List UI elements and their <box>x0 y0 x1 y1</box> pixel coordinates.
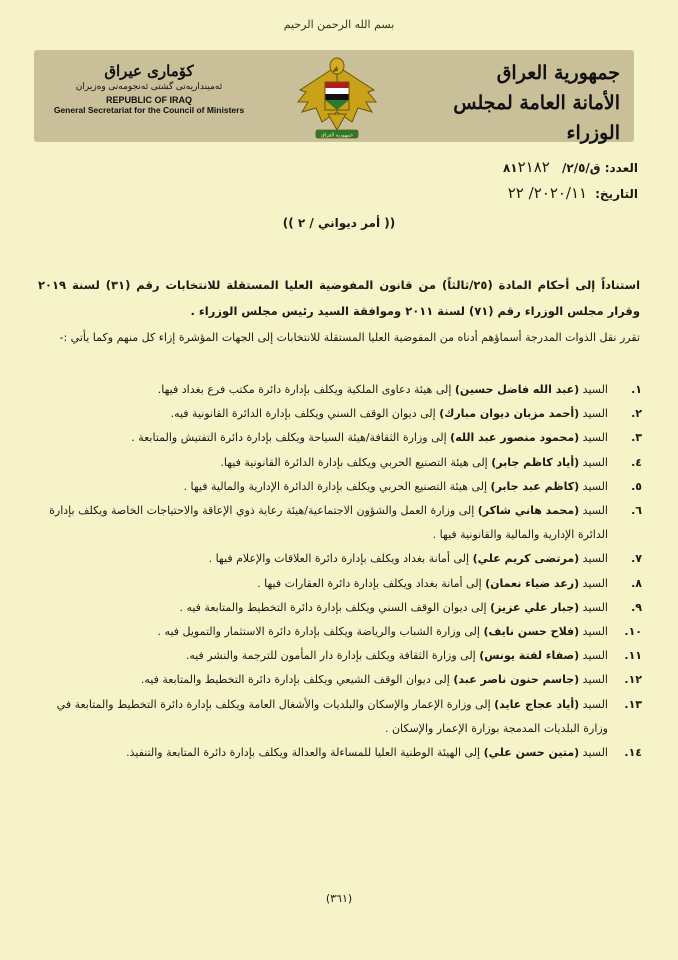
list-item-number: ٢. <box>631 407 642 421</box>
list-item-prefix: السيد <box>582 504 608 518</box>
emblem-scroll-text: جمهورية العراق <box>320 132 354 139</box>
list-item-name: (صفاء لفتة يونس) <box>479 649 580 663</box>
preamble-paragraph: استناداً إلى أحكام المادة (٢٥/ثالثاً) من قانون المفوضية العليا المستقلة للانتخابات رقم (٣١) لسنة ٢٠١٩ وقرار مجلس الوزراء رقم (٧١) لسنة ٢٠١١ وموافقة السيد رئيس مجلس الوزراء . <box>38 278 641 318</box>
iraq-eagle-emblem-icon <box>292 52 382 144</box>
list-item-rest: إلى هيئة التصنيع الحربي ويكلف بإدارة الدائرة الإدارية والمالية فيها . <box>183 479 491 493</box>
basmala: بسم الله الرحمن الرحيم <box>283 18 395 31</box>
letterhead-kurdish-line2: ئه‌مینداریه‌تی گشتی ئه‌نجومه‌نی وه‌زیران <box>75 81 223 91</box>
list-item-name: (رعد ضياء نعمان) <box>485 576 580 590</box>
list-item-name: (جاسم حنون ناصر عبد) <box>453 673 580 687</box>
document-number <box>503 158 638 176</box>
list-item-name: (محمود منصور عبد الله) <box>450 431 580 445</box>
document-date-label: التاريخ: <box>595 187 638 201</box>
list-item-number: ٥. <box>631 479 642 493</box>
list-item-number: ١٠. <box>624 625 642 639</box>
list-item-name: (أياد كاظم جابر) <box>491 455 580 469</box>
list-item <box>38 402 642 426</box>
document-number-handwritten: ٢١٨٢ <box>517 158 550 176</box>
list-item <box>38 668 642 692</box>
document-number-label: العدد: ق/٢/٥/ ٨١ <box>502 161 638 175</box>
list-item-name: (محمد هاني شاكر) <box>477 504 580 518</box>
list-item <box>38 741 642 765</box>
list-item-rest: إلى هيئة دعاوى الملكية ويكلف بإدارة دائرة مكتب فرع بغداد فيها. <box>157 383 455 396</box>
list-item-number: ١٢. <box>624 673 642 687</box>
list-item <box>38 451 642 475</box>
list-item-name: (متين حسن علي) <box>483 746 580 760</box>
list-item-text <box>38 475 608 499</box>
list-item-text <box>38 378 608 402</box>
letterhead-kurdish-line1: كۆماری عیراق <box>104 62 194 80</box>
list-item-text <box>38 620 608 644</box>
list-item-number: ٧. <box>631 552 642 566</box>
list-item-rest: إلى وزارة العمل والشؤون الاجتماعية/هيئة رعاية ذوي الإعاقة والاحتياجات الخاصة ويكلف بإدارة الدائرة الإدارية والمالية والقانونية فيها . <box>49 504 608 542</box>
list-item-number: ١٤. <box>624 746 642 760</box>
list-item-number: ٩. <box>631 600 642 614</box>
list-item-rest: إلى وزارة الثقافة/هيئة السياحة ويكلف بإدارة دائرة التفتيش والمتابعة . <box>131 431 451 445</box>
list-item-prefix: السيد <box>582 431 608 445</box>
letterhead-english-line2: General Secretariat for the Council of Ministers <box>53 105 245 115</box>
list-item <box>38 693 642 741</box>
list-item-prefix: السيد <box>582 673 608 687</box>
list-item-text <box>38 547 608 571</box>
list-item <box>38 644 642 668</box>
list-item <box>38 596 642 620</box>
letterhead-arabic <box>400 58 620 148</box>
list-item-text <box>38 741 608 765</box>
list-item-number: ١. <box>631 383 642 396</box>
list-item-text <box>38 572 608 596</box>
list-item-prefix: السيد <box>582 649 608 663</box>
list-item-name: (جبار علي عزيز) <box>490 600 580 614</box>
list-item-rest: إلى ديوان الوقف السني ويكلف بإدارة الدائرة القانونية فيه. <box>170 407 440 421</box>
order-title: (( أمر ديواني / ٢ )) <box>282 216 396 230</box>
list-item-number: ٣. <box>631 431 642 445</box>
list-item-name: (أياد عجاج عايد) <box>494 697 580 711</box>
list-item-text <box>38 499 608 547</box>
list-item-text <box>38 426 608 450</box>
list-item-rest: إلى وزارة الشباب والرياضة ويكلف بإدارة دائرة الاستثمار والتمويل فيه . <box>157 625 484 639</box>
list-item-rest: إلى هيئة التصنيع الحربي ويكلف بإدارة الدائرة القانونية فيها. <box>220 455 492 469</box>
list-item-text <box>38 451 608 475</box>
list-item <box>38 426 642 450</box>
list-item-number: ١٣. <box>624 697 642 711</box>
list-item <box>38 378 642 402</box>
list-item-number: ٤. <box>631 455 642 469</box>
letterhead-english <box>44 62 254 115</box>
letterhead-arabic-line1: جمهورية العراق <box>496 62 620 84</box>
decision-paragraph: تقرر نقل الذوات المدرجة أسماؤهم أدناه من المفوضية العليا المستقلة للانتخابات إلى الجهات المؤشرة إزاء كل منهم وكما يأتي :- <box>59 331 640 344</box>
list-item-prefix: السيد <box>582 600 608 614</box>
list-item-text <box>38 402 608 426</box>
list-item-prefix: السيد <box>582 576 608 590</box>
list-item-prefix: السيد <box>582 697 608 711</box>
list-item-prefix: السيد <box>582 383 608 396</box>
list-item-text <box>38 596 608 620</box>
list-item-rest: إلى وزارة الإعمار والإسكان والبلديات والأشغال العامة ويكلف بإدارة دائرة التخطيط والمتابعة في وزارة البلديات المدمجة بوزارة الإعمار والإسكان . <box>56 697 608 735</box>
list-item-text <box>38 644 608 668</box>
list-item-name: (أحمد مزبان ديوان مبارك) <box>439 407 580 421</box>
list-item-prefix: السيد <box>582 625 608 639</box>
list-item <box>38 499 642 547</box>
list-item-rest: إلى أمانة بغداد ويكلف بإدارة دائرة العقارات فيها . <box>257 576 486 590</box>
list-item-number: ٦. <box>631 504 642 518</box>
list-item-text <box>38 693 608 741</box>
list-item <box>38 572 642 596</box>
list-item-rest: إلى أمانة بغداد ويكلف بإدارة دائرة العلاقات والإعلام فيها . <box>208 552 473 566</box>
letterhead-english-line1: REPUBLIC OF IRAQ <box>105 95 192 105</box>
list-item-prefix: السيد <box>582 455 608 469</box>
list-item-number: ١١. <box>624 649 642 663</box>
list-item <box>38 475 642 499</box>
list-item-name: (مرتضى كريم علي) <box>472 552 580 566</box>
list-item-prefix: السيد <box>582 746 608 760</box>
list-item-prefix: السيد <box>582 407 608 421</box>
list-item <box>38 620 642 644</box>
document-date <box>508 184 638 202</box>
list-item-prefix: السيد <box>582 552 608 566</box>
list-item-prefix: السيد <box>582 479 608 493</box>
list-item-rest: إلى ديوان الوقف الشيعي ويكلف بإدارة دائرة التخطيط والمتابعة فيه. <box>140 673 454 687</box>
letterhead-arabic-line2: الأمانة العامة لمجلس الوزراء <box>453 92 620 144</box>
list-item-rest: إلى ديوان الوقف السني ويكلف بإدارة دائرة التخطيط والمتابعة فيه . <box>179 600 491 614</box>
list-item-name: (عبد الله فاضل حسين) <box>454 383 580 396</box>
document-date-value: ٢٠٢٠/١١/ ٢٢ <box>507 184 588 202</box>
list-item-rest: إلى الهيئة الوطنية العليا للمساءلة والعدالة ويكلف بإدارة دائرة المتابعة والتنفيذ. <box>126 746 484 760</box>
page-number: (٣٦١) <box>325 892 353 905</box>
list-item-number: ٨. <box>631 576 642 590</box>
transfer-list <box>38 378 642 765</box>
list-item-name: (فلاح حسن نايف) <box>483 625 580 639</box>
list-item-name: (كاظم عبد جابر) <box>490 479 580 493</box>
list-item <box>38 547 642 571</box>
list-item-rest: إلى وزارة الثقافة ويكلف بإدارة دار المأمون للترجمة والنشر فيه. <box>185 649 480 663</box>
list-item-text <box>38 668 608 692</box>
